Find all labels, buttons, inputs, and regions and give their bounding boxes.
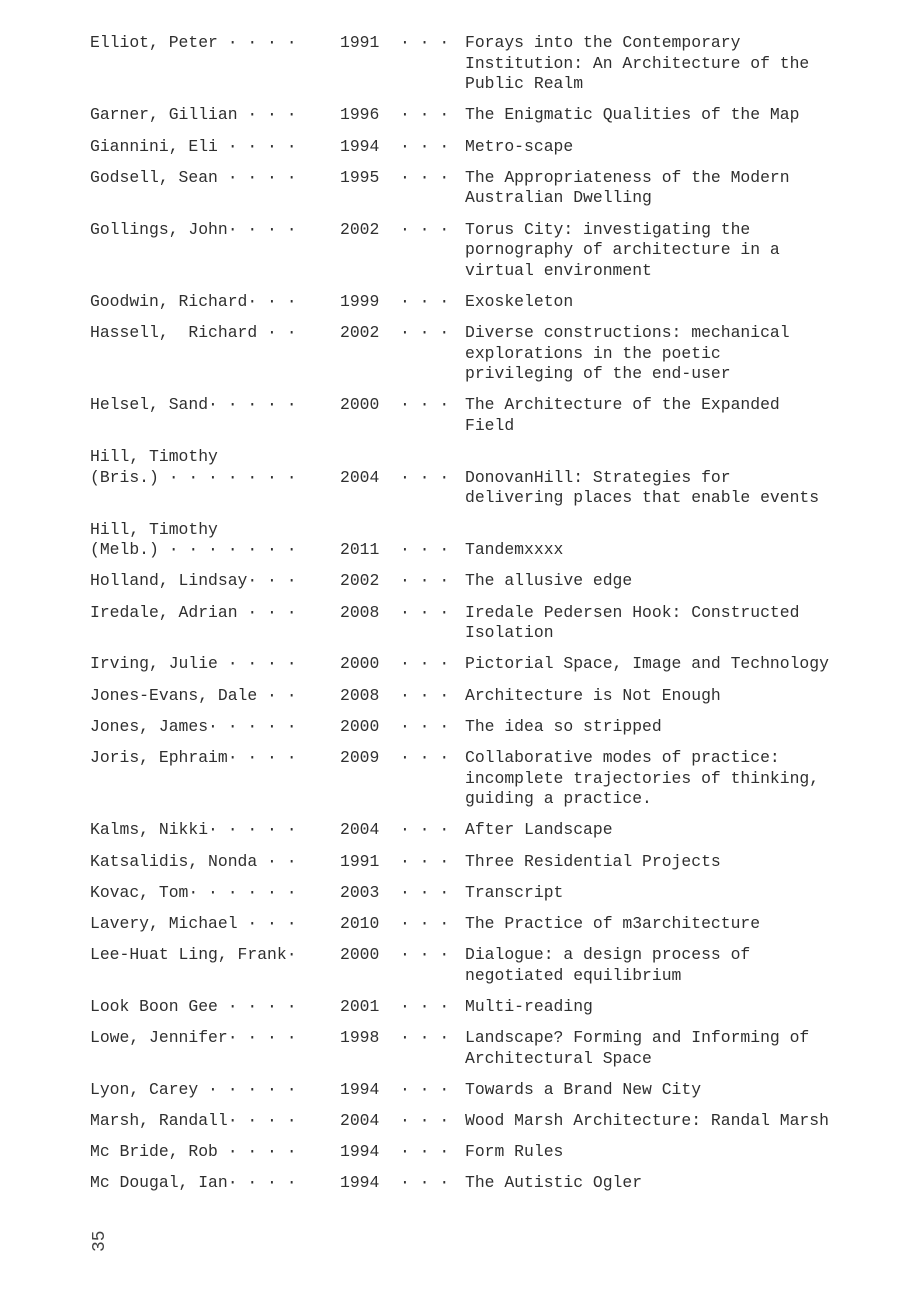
list-item bbox=[90, 1173, 890, 1194]
list-item bbox=[90, 447, 890, 509]
author-name: Mc Bride, Rob · · · · bbox=[90, 1142, 297, 1162]
leader-dots: · · · bbox=[400, 1142, 450, 1162]
year: 1994 bbox=[340, 1079, 380, 1099]
thesis-title: Three Residential Projects bbox=[465, 851, 721, 871]
year: 2002 bbox=[340, 219, 380, 239]
thesis-title: Iredale Pedersen Hook: Constructed Isolation bbox=[465, 602, 800, 643]
leader-dots: · · · bbox=[400, 913, 450, 933]
thesis-title: Dialogue: a design process of negotiated equilibrium bbox=[465, 945, 751, 985]
author-name: Jones-Evans, Dale · · bbox=[90, 685, 297, 705]
thesis-title: The allusive edge bbox=[465, 571, 633, 591]
thesis-title: DonovanHill: Strategies for delivering places that enable events bbox=[465, 467, 820, 508]
year: 2011 bbox=[340, 540, 380, 560]
leader-dots: · · · bbox=[400, 540, 450, 560]
thesis-title: Exoskeleton bbox=[465, 291, 574, 311]
year: 1994 bbox=[340, 1173, 380, 1193]
leader-dots: · · · bbox=[400, 467, 450, 487]
page-number-text: 35 bbox=[90, 1230, 110, 1252]
year: 1995 bbox=[340, 167, 380, 187]
thesis-title: Diverse constructions: mechanical explorations in the poetic privileging of the end-user bbox=[465, 323, 790, 384]
list-item bbox=[90, 105, 890, 126]
year: 1994 bbox=[340, 136, 380, 156]
author-name: Holland, Lindsay· · · bbox=[90, 571, 297, 591]
thesis-list bbox=[90, 33, 890, 1205]
year: 1991 bbox=[340, 33, 380, 52]
leader-dots: · · · bbox=[400, 323, 450, 343]
list-item bbox=[90, 820, 890, 841]
leader-dots: · · · bbox=[400, 219, 450, 239]
year: 2004 bbox=[340, 1111, 380, 1130]
list-item bbox=[90, 1028, 890, 1069]
leader-dots: · · · bbox=[400, 1173, 450, 1193]
thesis-title: The Architecture of the Expanded Field bbox=[465, 395, 780, 436]
list-item bbox=[90, 292, 890, 313]
author-name: Irving, Julie · · · · bbox=[90, 654, 297, 674]
list-item bbox=[90, 686, 890, 707]
list-item bbox=[90, 571, 890, 592]
author-name: Garner, Gillian · · · bbox=[90, 105, 297, 125]
author-name: Mc Dougal, Ian· · · · bbox=[90, 1173, 297, 1193]
list-item bbox=[90, 1142, 890, 1163]
year: 2000 bbox=[340, 654, 380, 674]
year: 2000 bbox=[340, 395, 380, 415]
thesis-title: The idea so stripped bbox=[465, 716, 662, 736]
thesis-title: The Appropriateness of the Modern Australian Dwelling bbox=[465, 167, 790, 208]
leader-dots: · · · bbox=[400, 395, 450, 415]
author-name: Godsell, Sean · · · · bbox=[90, 167, 297, 187]
year: 2001 bbox=[340, 996, 380, 1016]
list-item bbox=[90, 654, 890, 675]
thesis-title: Architecture is Not Enough bbox=[465, 685, 721, 705]
author-name: Katsalidis, Nonda · · bbox=[90, 851, 297, 871]
thesis-title: After Landscape bbox=[465, 820, 613, 840]
author-name: Look Boon Gee · · · · bbox=[90, 996, 297, 1016]
year: 1999 bbox=[340, 291, 380, 311]
leader-dots: · · · bbox=[400, 820, 450, 840]
author-name: Lee-Huat Ling, Frank· bbox=[90, 945, 297, 965]
leader-dots: · · · bbox=[400, 602, 450, 622]
list-item bbox=[90, 852, 890, 873]
leader-dots: · · · bbox=[400, 136, 450, 156]
leader-dots: · · · bbox=[400, 291, 450, 311]
thesis-title: Metro-scape bbox=[465, 136, 574, 156]
leader-dots: · · · bbox=[400, 685, 450, 705]
list-item bbox=[90, 717, 890, 738]
author-name: Goodwin, Richard· · · bbox=[90, 291, 297, 311]
leader-dots: · · · bbox=[400, 105, 450, 125]
list-item bbox=[90, 1111, 890, 1132]
year: 2008 bbox=[340, 685, 380, 705]
leader-dots: · · · bbox=[400, 1079, 450, 1099]
leader-dots: · · · bbox=[400, 654, 450, 674]
thesis-title: The Autistic Ogler bbox=[465, 1173, 643, 1193]
list-item bbox=[90, 520, 890, 561]
list-item bbox=[90, 168, 890, 209]
leader-dots: · · · bbox=[400, 716, 450, 736]
year: 1998 bbox=[340, 1028, 380, 1048]
author-name: Marsh, Randall· · · · bbox=[90, 1111, 297, 1130]
year: 2002 bbox=[340, 571, 380, 591]
thesis-title: Torus City: investigating the pornography of architecture in a virtual environment bbox=[465, 219, 780, 280]
list-item bbox=[90, 323, 890, 385]
author-name: Hill, Timothy (Bris.) · · · · · · · bbox=[90, 447, 297, 487]
author-name: Joris, Ephraim· · · · bbox=[90, 747, 297, 767]
list-item bbox=[90, 914, 890, 935]
year: 2004 bbox=[340, 467, 380, 487]
thesis-title: Transcript bbox=[465, 882, 564, 902]
author-name: Hill, Timothy (Melb.) · · · · · · · bbox=[90, 519, 297, 560]
author-name: Lowe, Jennifer· · · · bbox=[90, 1028, 297, 1048]
author-name: Lyon, Carey · · · · · bbox=[90, 1079, 297, 1099]
year: 2002 bbox=[340, 323, 380, 343]
year: 1991 bbox=[340, 851, 380, 871]
leader-dots: · · · bbox=[400, 996, 450, 1016]
year: 2009 bbox=[340, 747, 380, 767]
leader-dots: · · · bbox=[400, 851, 450, 871]
year: 2003 bbox=[340, 882, 380, 902]
author-name: Jones, James· · · · · bbox=[90, 716, 297, 736]
year: 2008 bbox=[340, 602, 380, 622]
list-item bbox=[90, 137, 890, 158]
author-name: Elliot, Peter · · · · bbox=[90, 33, 297, 52]
thesis-title: Pictorial Space, Image and Technology bbox=[465, 654, 829, 674]
list-item bbox=[90, 1080, 890, 1101]
thesis-title: Collaborative modes of practice: incomplete trajectories of thinking, guiding a practice. bbox=[465, 747, 820, 809]
page-number bbox=[88, 1222, 112, 1252]
list-item bbox=[90, 883, 890, 904]
thesis-title: Tandemxxxx bbox=[465, 540, 564, 560]
author-name: Kovac, Tom· · · · · · bbox=[90, 882, 297, 902]
thesis-title: Landscape? Forming and Informing of Architectural Space bbox=[465, 1028, 810, 1068]
year: 2000 bbox=[340, 945, 380, 965]
leader-dots: · · · bbox=[400, 571, 450, 591]
author-name: Iredale, Adrian · · · bbox=[90, 602, 297, 622]
thesis-title: The Practice of m3architecture bbox=[465, 913, 761, 933]
leader-dots: · · · bbox=[400, 167, 450, 187]
year: 2010 bbox=[340, 913, 380, 933]
year: 1994 bbox=[340, 1142, 380, 1162]
author-name: Gollings, John· · · · bbox=[90, 219, 297, 239]
leader-dots: · · · bbox=[400, 33, 450, 52]
leader-dots: · · · bbox=[400, 1111, 450, 1130]
list-item bbox=[90, 603, 890, 644]
leader-dots: · · · bbox=[400, 945, 450, 965]
author-name: Hassell, Richard · · bbox=[90, 323, 297, 343]
thesis-title: Multi-reading bbox=[465, 996, 593, 1016]
year: 1996 bbox=[340, 105, 380, 125]
list-item bbox=[90, 997, 890, 1018]
thesis-title: The Enigmatic Qualities of the Map bbox=[465, 105, 800, 125]
thesis-title: Wood Marsh Architecture: Randal Marsh bbox=[465, 1111, 829, 1130]
leader-dots: · · · bbox=[400, 1028, 450, 1048]
author-name: Giannini, Eli · · · · bbox=[90, 136, 297, 156]
year: 2000 bbox=[340, 716, 380, 736]
thesis-title: Towards a Brand New City bbox=[465, 1079, 702, 1099]
list-item bbox=[90, 220, 890, 282]
thesis-title: Forays into the Contemporary Institution: An Architecture of the Public Realm bbox=[465, 33, 810, 94]
thesis-title: Form Rules bbox=[465, 1142, 564, 1162]
list-item bbox=[90, 748, 890, 810]
list-item bbox=[90, 945, 890, 986]
author-name: Helsel, Sand· · · · · bbox=[90, 395, 297, 415]
author-name: Kalms, Nikki· · · · · bbox=[90, 820, 297, 840]
leader-dots: · · · bbox=[400, 882, 450, 902]
list-item bbox=[90, 395, 890, 436]
author-name: Lavery, Michael · · · bbox=[90, 913, 297, 933]
year: 2004 bbox=[340, 820, 380, 840]
leader-dots: · · · bbox=[400, 747, 450, 767]
list-item bbox=[90, 33, 890, 95]
